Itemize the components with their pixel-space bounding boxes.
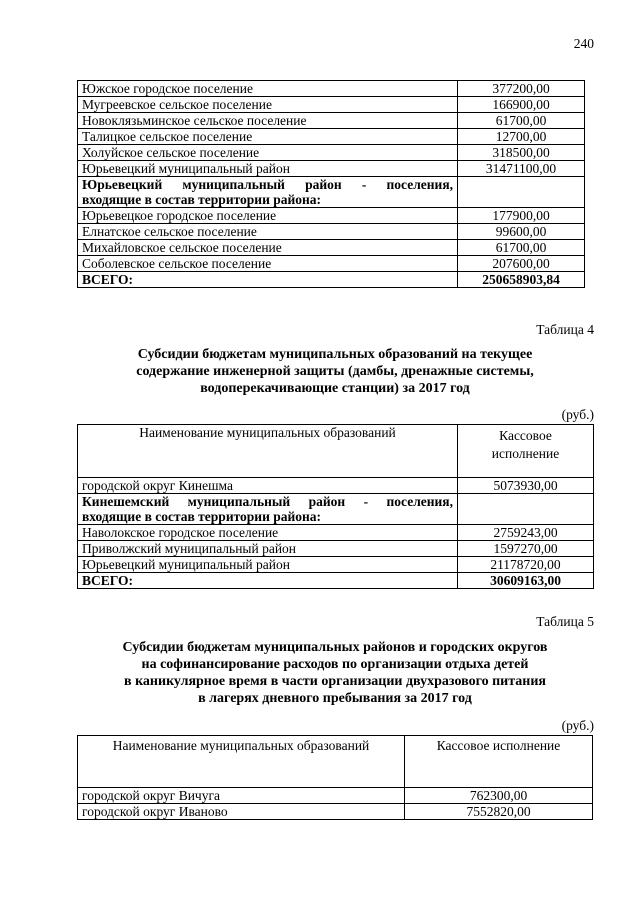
amount-value: 177900,00 [458, 208, 585, 224]
municipality-name: Холуйское сельское поселение [78, 145, 458, 161]
table-row [78, 541, 594, 557]
amount-value: 2759243,00 [458, 525, 594, 541]
empty-cell [458, 494, 594, 525]
municipality-name: Соболевское сельское поселение [78, 256, 458, 272]
table-row [78, 224, 585, 240]
table-row [78, 788, 593, 804]
table-row [78, 81, 585, 97]
page-number: 240 [573, 36, 594, 51]
title-line: содержание инженерной защиты (дамбы, дренажные системы, [136, 364, 534, 379]
municipality-name: Приволжский муниципальный район [78, 541, 458, 557]
municipality-name: Наволокское городское поселение [78, 525, 458, 541]
table-row [78, 557, 594, 573]
municipality-name: городской округ Кинешма [78, 478, 458, 494]
title-line: водоперекачивающие станции) за 2017 год [200, 381, 470, 396]
total-label: ВСЕГО: [78, 272, 458, 288]
municipality-name: Талицкое сельское поселение [78, 129, 458, 145]
table-row [78, 208, 585, 224]
amount-value: 7552820,00 [405, 804, 593, 820]
table-5 [77, 735, 593, 820]
amount-value: 21178720,00 [458, 557, 594, 573]
amount-value: 5073930,00 [458, 478, 594, 494]
group-header [78, 494, 458, 525]
table-row [78, 804, 593, 820]
amount-value: 377200,00 [458, 81, 585, 97]
municipality-name: Новоклязьминское сельское поселение [78, 113, 458, 129]
table-caption: Таблица 4 [536, 322, 594, 337]
header-value [458, 425, 594, 478]
title-line: Субсидии бюджетам муниципальных районов и городских округов [122, 640, 548, 655]
table-row [78, 256, 585, 272]
municipality-name: Елнатское сельское поселение [78, 224, 458, 240]
amount-value: 61700,00 [458, 113, 585, 129]
continuation-table [77, 80, 585, 288]
total-label: ВСЕГО: [78, 573, 458, 589]
group-header-row [78, 177, 585, 208]
amount-value: 207600,00 [458, 256, 585, 272]
units-label: (руб.) [561, 407, 594, 422]
amount-value: 762300,00 [405, 788, 593, 804]
municipality-name: Юрьевецкий муниципальный район [78, 161, 458, 177]
header-name: Наименование муниципальных образований [78, 425, 458, 478]
municipality-name: Юрьевецкое городское поселение [78, 208, 458, 224]
total-value: 30609163,00 [458, 573, 594, 589]
title-line: Субсидии бюджетам муниципальных образований на текущее [137, 347, 533, 362]
header-value-line: Кассовое [499, 428, 552, 443]
municipality-name: городской округ Иваново [78, 804, 405, 820]
amount-value: 12700,00 [458, 129, 585, 145]
amount-value: 61700,00 [458, 240, 585, 256]
group-header [78, 177, 458, 208]
table-4 [77, 424, 594, 589]
table-row [78, 129, 585, 145]
amount-value: 1597270,00 [458, 541, 594, 557]
municipality-name: Южское городское поселение [78, 81, 458, 97]
table-row [78, 113, 585, 129]
table-row [78, 97, 585, 113]
municipality-name: Михайловское сельское поселение [78, 240, 458, 256]
municipality-name: Юрьевецкий муниципальный район [78, 557, 458, 573]
amount-value: 166900,00 [458, 97, 585, 113]
header-name: Наименование муниципальных образований [78, 736, 405, 788]
table-row [78, 161, 585, 177]
table-caption: Таблица 5 [536, 614, 594, 629]
group-header-line: входящие в состав территории района: [82, 509, 322, 524]
table-row [78, 525, 594, 541]
table-row [78, 145, 585, 161]
table-row [78, 240, 585, 256]
header-row [78, 425, 594, 478]
municipality-name: Мугреевское сельское поселение [78, 97, 458, 113]
total-row [78, 272, 585, 288]
total-value: 250658903,84 [458, 272, 585, 288]
total-row [78, 573, 594, 589]
header-row [78, 736, 593, 788]
empty-cell [458, 177, 585, 208]
table-row [78, 478, 594, 494]
amount-value: 99600,00 [458, 224, 585, 240]
title-line: в каникулярное время в части организации двухразового питания [124, 674, 546, 689]
group-header-line: Юрьевецкий муниципальный район - поселения, [82, 177, 453, 192]
title-line: на софинансирование расходов по организации отдыха детей [141, 657, 529, 672]
header-value: Кассовое исполнение [405, 736, 593, 788]
table-title [77, 346, 593, 397]
group-header-line: входящие в состав территории района: [82, 192, 322, 207]
group-header-row [78, 494, 594, 525]
amount-value: 31471100,00 [458, 161, 585, 177]
header-value-line: исполнение [491, 446, 560, 461]
title-line: в лагерях дневного пребывания за 2017 год [198, 691, 472, 706]
units-label: (руб.) [561, 718, 594, 733]
table-title [77, 639, 593, 707]
amount-value: 318500,00 [458, 145, 585, 161]
group-header-line: Кинешемский муниципальный район - поселения, [82, 494, 453, 509]
municipality-name: городской округ Вичуга [78, 788, 405, 804]
